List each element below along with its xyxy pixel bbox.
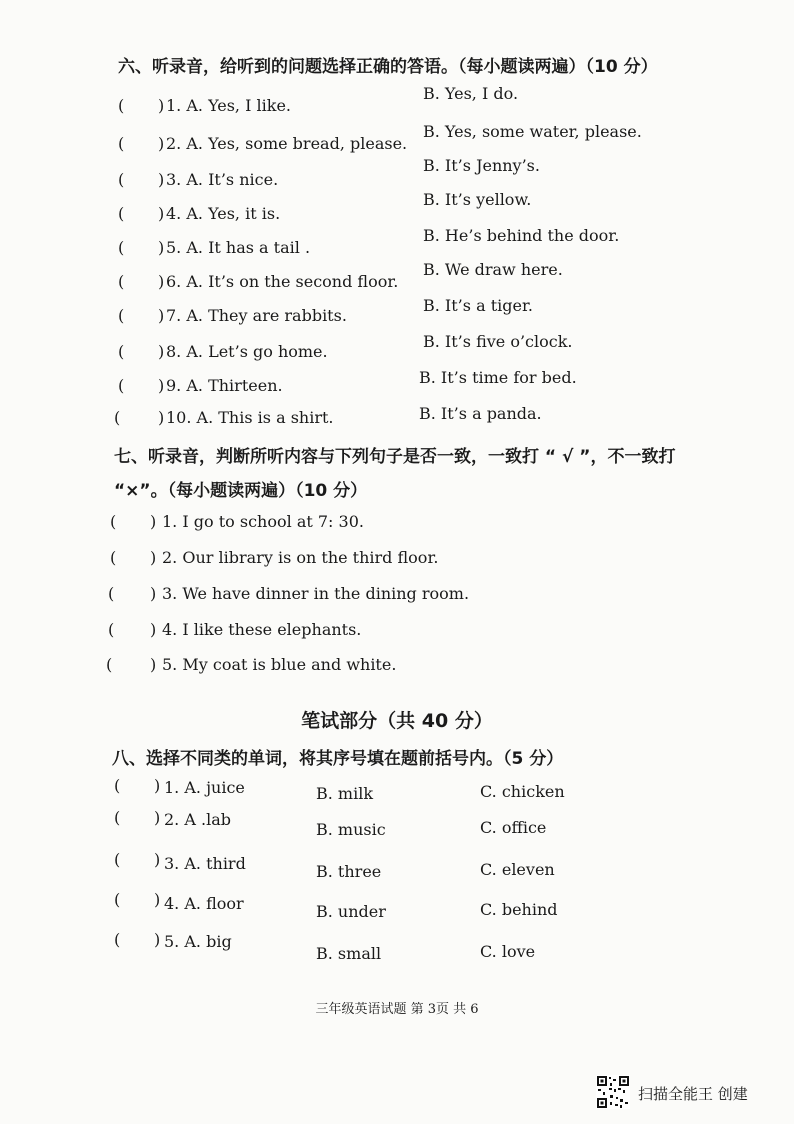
statement: 5. My coat is blue and white.	[162, 655, 397, 674]
watermark-text: 扫描全能王 创建	[638, 1085, 748, 1103]
option-b: B. It’s yellow.	[423, 190, 532, 209]
option-a: 2. A. Yes, some bread, please.	[166, 134, 408, 153]
option-a: 5. A. It has a tail .	[166, 238, 311, 257]
option-a: 1. A. Yes, I like.	[166, 96, 291, 115]
statement: 4. I like these elephants.	[162, 620, 362, 639]
option-b: B. It’s five o’clock.	[423, 332, 573, 351]
option-b: B. He’s behind the door.	[423, 226, 620, 245]
option-b: B. Yes, some water, please.	[423, 122, 642, 141]
option-c: C. chicken	[480, 782, 565, 801]
option-b: B. It’s a panda.	[419, 404, 542, 423]
statement: 1. I go to school at 7: 30.	[162, 512, 364, 531]
option-b: B. under	[316, 902, 386, 921]
option-c: C. behind	[480, 900, 558, 919]
option-c: C. office	[480, 818, 547, 837]
option-b: B. It’s time for bed.	[419, 368, 577, 387]
option-a: 7. A. They are rabbits.	[166, 306, 347, 325]
page-footer: 三年级英语试题 第 3页 共 6	[315, 1002, 479, 1017]
written-part-title: 笔试部分（共 40 分）	[301, 710, 493, 732]
option-c: C. love	[480, 942, 536, 961]
section-8-title: 八、选择不同类的单词，将其序号填在题前括号内。（5 分）	[112, 749, 564, 769]
option-a: 9. A. Thirteen.	[166, 376, 283, 395]
option-a: 3. A. It’s nice.	[166, 170, 279, 189]
option-a: 10. A. This is a shirt.	[166, 408, 334, 427]
option-b: B. music	[316, 820, 386, 839]
option-a: 1. A. juice	[164, 778, 245, 797]
option-a: 4. A. floor	[164, 894, 244, 913]
section-7-title: 七、听录音，判断所听内容与下列句子是否一致，一致打 “ √ ”，不一致打	[114, 447, 676, 467]
option-c: C. eleven	[480, 860, 555, 879]
option-a: 3. A. third	[164, 854, 246, 873]
option-b: B. It’s Jenny’s.	[423, 156, 540, 175]
section-7-title-cont: “×”。（每小题读两遍）（10 分）	[114, 481, 368, 501]
option-a: 4. A. Yes, it is.	[166, 204, 281, 223]
option-b: B. It’s a tiger.	[423, 296, 533, 315]
option-b: B. three	[316, 862, 382, 881]
option-b: B. small	[316, 944, 382, 963]
option-a: 8. A. Let’s go home.	[166, 342, 328, 361]
option-a: 6. A. It’s on the second floor.	[166, 272, 399, 291]
option-b: B. We draw here.	[423, 260, 563, 279]
qr-code-icon	[596, 1075, 630, 1109]
option-b: B. milk	[316, 784, 374, 803]
option-a: 2. A .lab	[164, 810, 231, 829]
option-b: B. Yes, I do.	[423, 84, 519, 103]
statement: 3. We have dinner in the dining room.	[162, 584, 470, 603]
scanner-watermark	[596, 1075, 786, 1111]
section-6-title: 六、听录音，给听到的问题选择正确的答语。（每小题读两遍）（10 分）	[118, 57, 658, 77]
statement: 2. Our library is on the third floor.	[162, 548, 439, 567]
option-a: 5. A. big	[164, 932, 232, 951]
